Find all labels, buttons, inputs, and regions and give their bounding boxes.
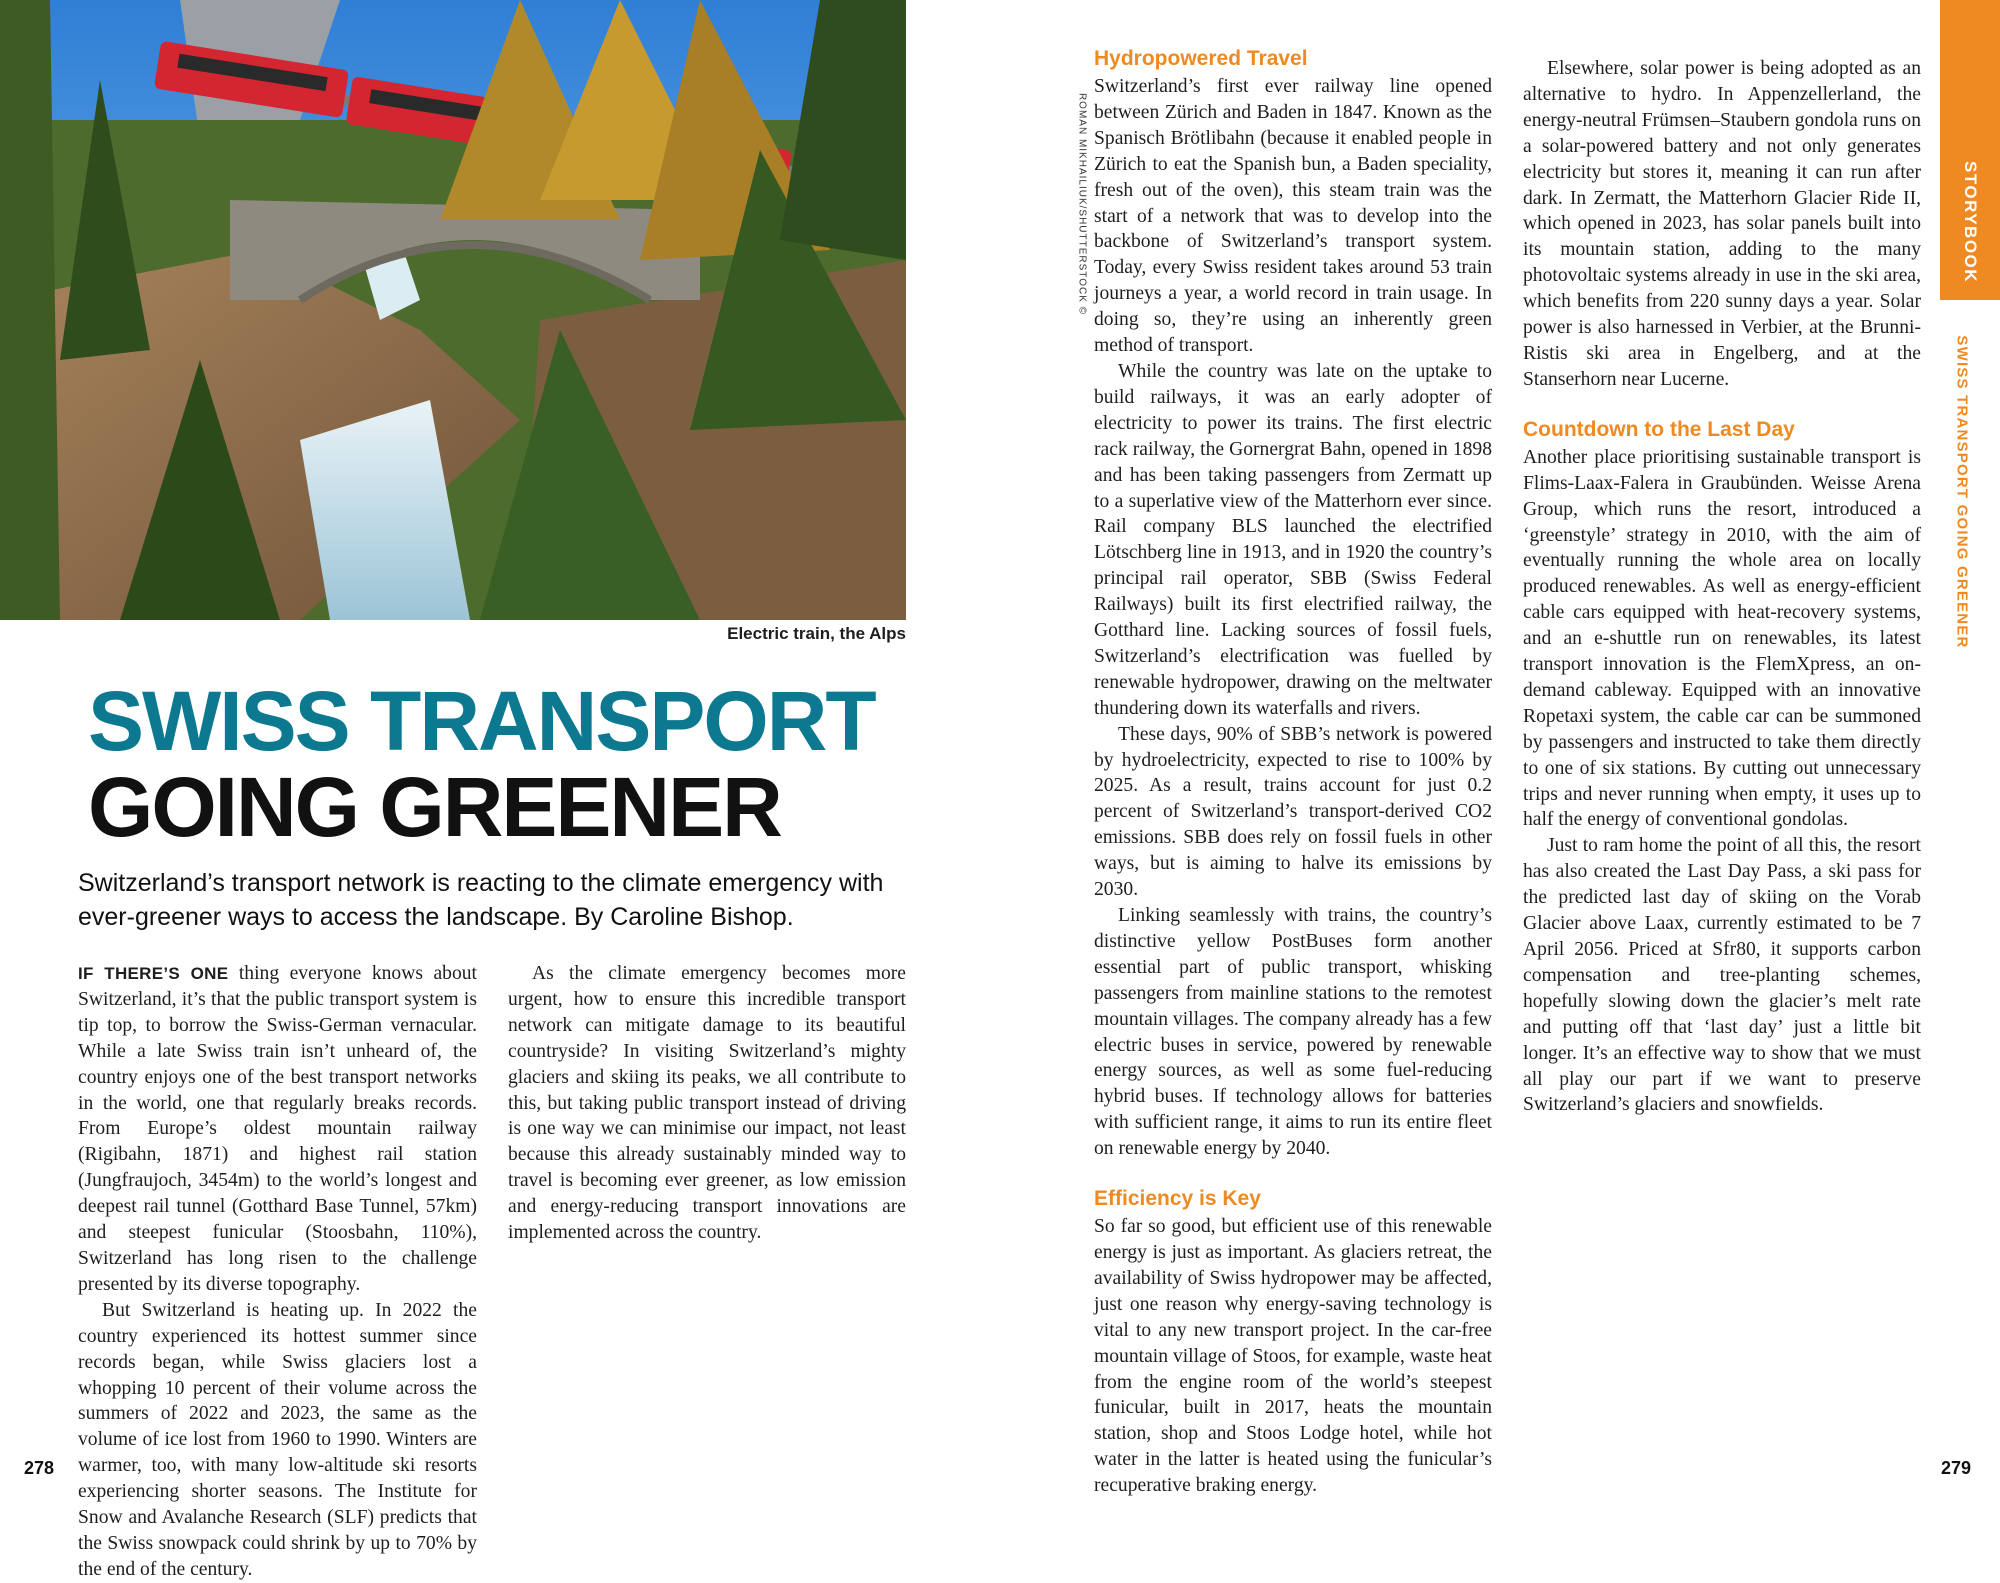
- body-column-1: [78, 961, 477, 1583]
- body-paragraph-5: While the country was late on the uptake to build railways, it was an early adopter of electricity to power its trains. The first electric rack railway, the Gornergrat Bahn, opened in 1898 and has been taking passengers from Zermatt up to a superlative view of the Matterhorn ever since. Rail company BLS launched the electrified Lötschberg line in 1913, and in 1920 the country’s principal rail operator, SBB (Swiss Federal Railways) built its first electrified railway, the Gotthard line. Lacking sources of fossil fuels, Switzerland’s electrification was fuelled by renewable hydropower, drawing on the meltwater thundering down its waterfalls and rivers.: [1094, 360, 1492, 719]
- photo-caption: Electric train, the Alps: [727, 624, 906, 643]
- body-paragraph-8: So far so good, but efficient use of this renewable energy is just as important. As glaciers retreat, the availability of Swiss hydropower may be affected, just one reason why energy-saving technology is vital to any new transport project. In the car-free mountain village of Stoos, for example, waste heat from the engine room of the world’s steepest funicular, built in 2017, heats the mountain station, shop and Stoos Lodge hotel, while hot water in the latter is heated using the funicular’s recuperative braking energy.: [1094, 1216, 1492, 1497]
- body-paragraph-1-text: thing everyone knows about Switzerland, it’s that the public transport system is tip top, to borrow the Swiss-German vernacular. While a late Swiss train isn’t unheard of, the country enjoys one of the best transport networks in the world, one that regularly breaks records. From Europe’s oldest mountain railway (Rigibahn, 1871) and highest rail station (Jungfraujoch, 3454m) to the world’s longest and deepest rail tunnel (Gotthard Base Tunnel, 57km) and steepest funicular (Stoosbahn, 110%), Switzerland has long risen to the challenge presented by its diverse topography.: [78, 963, 477, 1295]
- body-paragraph-2: But Switzerland is heating up. In 2022 the country experienced its hottest summer since records began, while Swiss glaciers lost a whopping 10 percent of their volume across the summers of 2022 and 2023, the same as the volume of ice lost from 1960 to 1990. Winters are warmer, too, with many low-altitude ski resorts experiencing shorter seasons. The Institute for Snow and Avalanche Research (SLF) predicts that the Swiss snowpack could shrink by up to 70% by the end of the century.: [78, 1299, 477, 1580]
- body-column-2: [508, 961, 906, 1246]
- body-column-3: [1094, 44, 1492, 1499]
- body-paragraph-6: These days, 90% of SBB’s network is powered by hydroelectricity, expected to rise to 100% by 2025. As a result, trains account for just 0.2 percent of Switzerland’s transport-derived CO2 emissions. SBB does rely on fossil fuels in other ways, but is aiming to halve its emissions by 2030.: [1094, 723, 1492, 901]
- headline-line-1: SWISS TRANSPORT: [88, 674, 875, 768]
- page-number-left: 278: [24, 1458, 55, 1478]
- body-paragraph-10: Another place prioritising sustainable transport is Flims-Laax-Falera in Graubünden. Weisse Arena Group, which runs the resort, introduced a ‘greenstyle’ strategy in 2010, with the aim of eventually running the whole area on locally produced renewables. As well as energy-efficient cable cars equipped with heat-recovery systems, and an e-shuttle run on renewables, its latest transport innovation is the FlemXpress, an on-demand cableway. Equipped with an innovative Ropetaxi system, the cable car can be summoned by passengers and instructed to take them directly to one of six stations. By cutting out unnecessary trips and never running when empty, it uses up to half the energy of conventional gondolas.: [1523, 446, 1921, 831]
- train-photo: [0, 0, 906, 620]
- standfirst: Switzerland’s transport network is reacting to the climate emergency with ever-greener ways to access the landscape. By Caroline Bishop.: [78, 869, 884, 931]
- running-title: SWISS TRANSPORT GOING GREENER: [1953, 335, 1971, 649]
- photo-credit: ROMAN MIKHAILIUK/SHUTTERSTOCK ©: [1076, 92, 1088, 316]
- headline-line-2: GOING GREENER: [88, 760, 781, 854]
- body-paragraph-1: [78, 961, 477, 1298]
- lead-in: IF THERE’S ONE: [78, 964, 229, 983]
- storybook-tab-label-right: STORYBOOK: [1961, 160, 1980, 284]
- body-paragraph-7: Linking seamlessly with trains, the country’s distinctive yellow PostBuses form another essential part of public transport, whisking passengers from mainline stations to the remotest mountain villages. The company already has a few electric buses in service, powered by renewable energy sources, as well as some fuel-reducing hybrid buses. If technology allows for batteries with sufficient range, it aims to run its entire fleet on renewable energy by 2040.: [1094, 905, 1492, 1160]
- heading-countdown-to-the-last-day: Countdown to the Last Day: [1523, 417, 1795, 441]
- body-paragraph-11: Just to ram home the point of all this, the resort has also created the Last Day Pass, a ski pass for the predicted last day of skiing on the Vorab Glacier above Laax, currently estimated to be 7 April 2056. Priced at Sfr80, it supports carbon compensation and tree-planting schemes, hopefully slowing down the glacier’s melt rate and putting off that ‘last day’ just a little bit longer. It’s an effective way to show that we must all play our part if we want to preserve Switzerland’s glaciers and snowfields.: [1523, 835, 1921, 1116]
- body-paragraph-4: Switzerland’s first ever railway line opened between Zürich and Baden in 1847. Known as the Spanisch Brötlibahn (because it enabled people in Zürich to eat the Spanish bun, a Baden speciality, fresh out of the oven), this steam train was the start of a network that was to develop into the backbone of Switzerland’s transport system. Today, every Swiss resident takes around 53 train journeys a year, a world record in train usage. In doing so, they’re using an inherently green method of transport.: [1094, 76, 1492, 357]
- heading-efficiency-is-key: Efficiency is Key: [1094, 1187, 1261, 1211]
- body-paragraph-9: Elsewhere, solar power is being adopted as an alternative to hydro. In Appenzellerland, the energy-neutral Frümsen–Staubern gondola runs on a solar-powered battery and not only generates electricity but stores it, meaning it can run after dark. In Zermatt, the Matterhorn Glacier Ride II, which opened in 2023, has solar panels built into its mountain station, adding to the many photovoltaic systems already in use in the ski area, which benefits from 220 sunny days a year. Solar power is also harnessed in Verbier, at the Brunni-Ristis ski area in Engelberg, and at the Stanserhorn near Lucerne.: [1523, 58, 1921, 390]
- body-column-4: [1523, 56, 1921, 1118]
- headline: [88, 674, 875, 854]
- page-number-right: 279: [1941, 1458, 1972, 1478]
- storybook-tab-right: [1940, 0, 2000, 300]
- heading-hydropowered-travel: Hydropowered Travel: [1094, 47, 1308, 70]
- body-paragraph-3: As the climate emergency becomes more urgent, how to ensure this incredible transport network can mitigate damage to its beautiful countryside? In visiting Switzerland’s mighty glaciers and skiing its peaks, we all contribute to this, but taking public transport instead of driving is one way we can minimise our impact, not least because this already sustainably minded way to travel is becoming ever greener, as low emission and energy-reducing transport innovations are implemented across the country.: [508, 963, 906, 1244]
